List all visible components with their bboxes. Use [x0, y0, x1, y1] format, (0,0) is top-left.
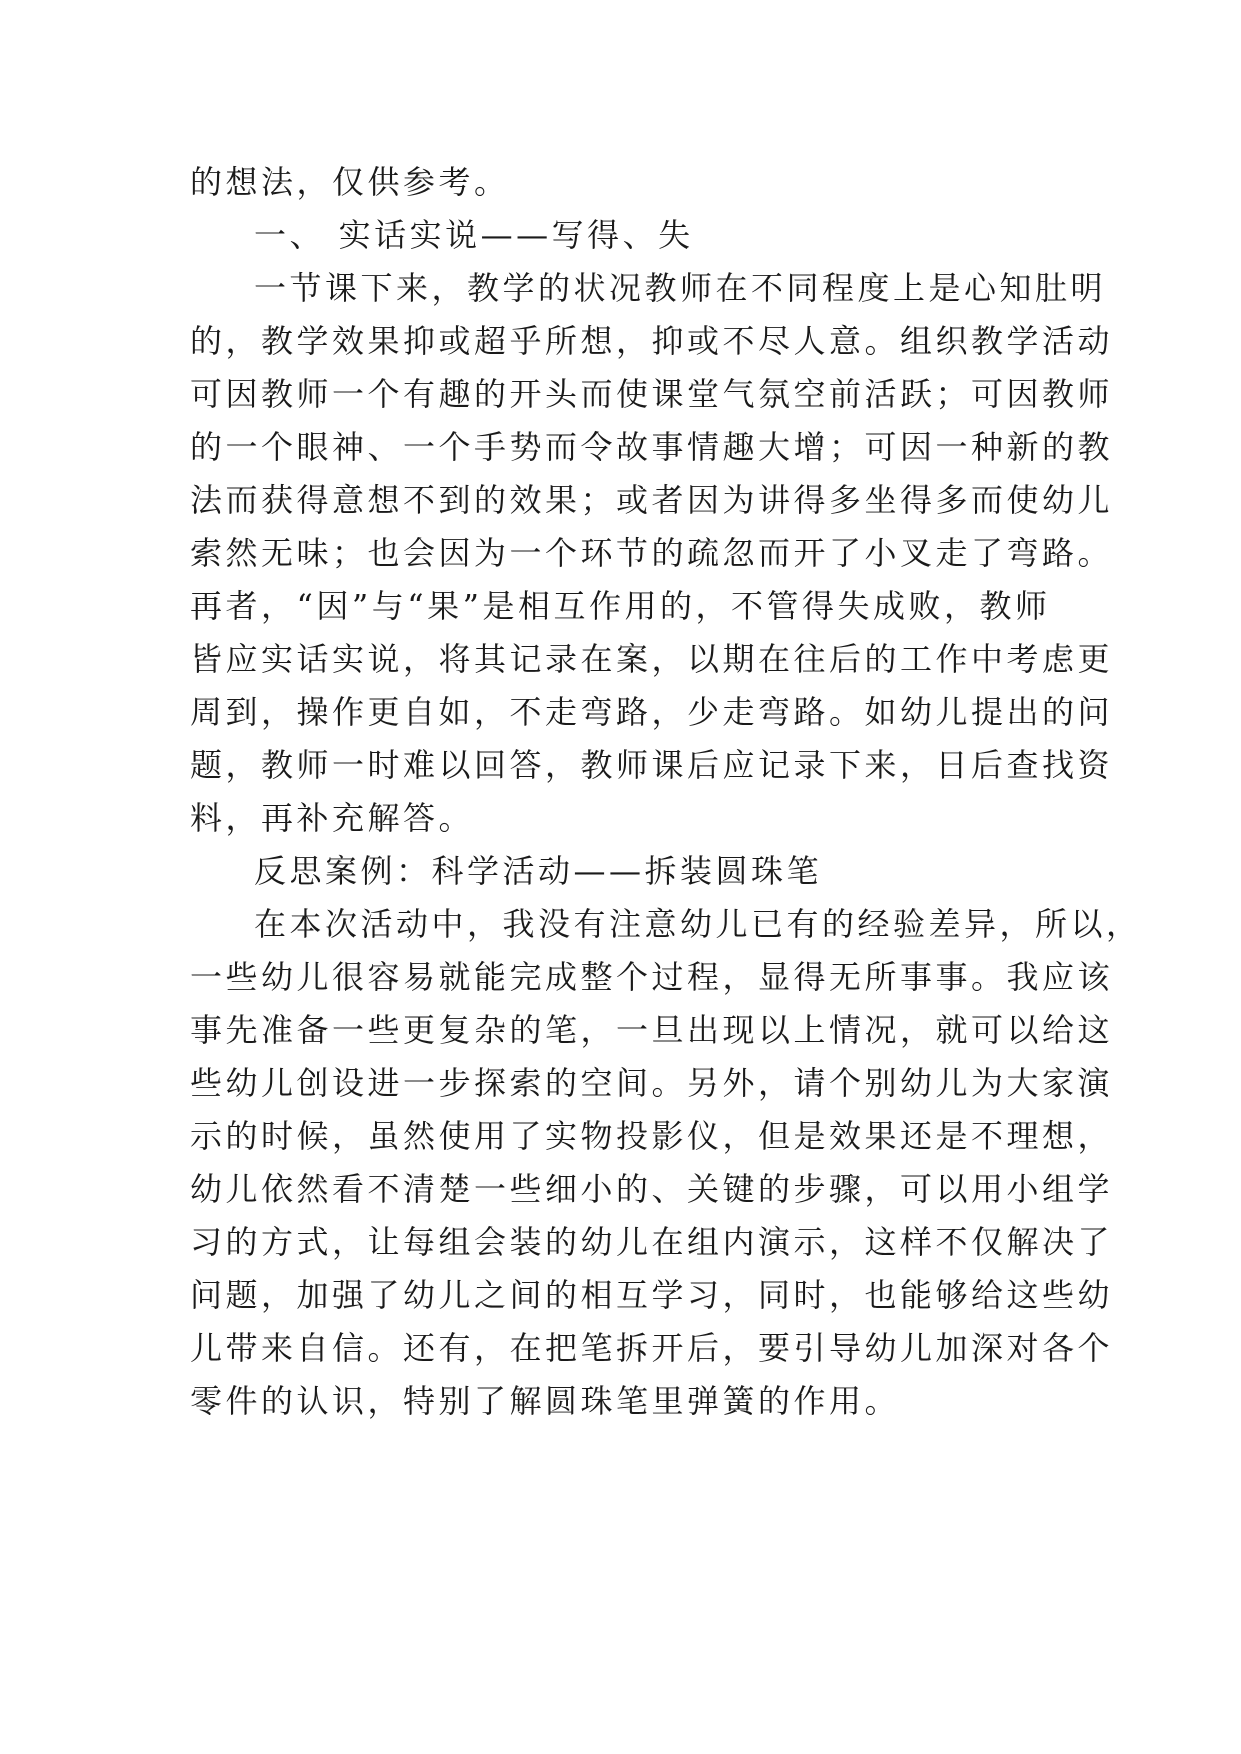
body-text-line: 幼儿依然看不清楚一些细小的、关键的步骤，可以用小组学: [190, 1170, 1114, 1208]
body-text-line: 的，教学效果抑或超乎所想，抑或不尽人意。组织教学活动: [190, 322, 1114, 360]
body-text-line: 问题，加强了幼儿之间的相互学习，同时，也能够给这些幼: [190, 1276, 1114, 1314]
body-text-line: 示的时候，虽然使用了实物投影仪，但是效果还是不理想，: [190, 1117, 1114, 1155]
body-text-line: 周到，操作更自如，不走弯路，少走弯路。如幼儿提出的问: [190, 693, 1114, 731]
body-text-line: 儿带来自信。还有，在把笔拆开后，要引导幼儿加深对各个: [190, 1329, 1114, 1367]
body-text-line: 的一个眼神、一个手势而令故事情趣大增；可因一种新的教: [190, 428, 1114, 466]
body-text-line: 皆应实话实说，将其记录在案，以期在往后的工作中考虑更: [190, 640, 1114, 678]
body-text-line: 零件的认识，特别了解圆珠笔里弹簧的作用。: [190, 1382, 901, 1420]
case-heading: 反思案例：科学活动——拆装圆珠笔: [254, 852, 823, 890]
paragraph-first-line: 在本次活动中，我没有注意幼儿已有的经验差异，所以，: [254, 905, 1142, 943]
body-text-line: 的想法，仅供参考。: [190, 163, 510, 201]
paragraph-first-line: 一节课下来，教学的状况教师在不同程度上是心知肚明: [254, 269, 1107, 307]
body-text-line: 一些幼儿很容易就能完成整个过程，显得无所事事。我应该: [190, 958, 1114, 996]
body-text-line: 题，教师一时难以回答，教师课后应记录下来，日后查找资: [190, 746, 1114, 784]
body-text-line: 再者，“因”与“果”是相互作用的，不管得失成败，教师: [190, 587, 1051, 625]
section-heading: 一、 实话实说——写得、失: [254, 216, 694, 254]
body-text-line: 事先准备一些更复杂的笔，一旦出现以上情况，就可以给这: [190, 1011, 1114, 1049]
body-text-line: 索然无味；也会因为一个环节的疏忽而开了小叉走了弯路。: [190, 534, 1114, 572]
body-text-line: 可因教师一个有趣的开头而使课堂气氛空前活跃；可因教师: [190, 375, 1114, 413]
body-text-line: 料，再补充解答。: [190, 799, 475, 837]
body-text-line: 法而获得意想不到的效果；或者因为讲得多坐得多而使幼儿: [190, 481, 1114, 519]
body-text-line: 习的方式，让每组会装的幼儿在组内演示，这样不仅解决了: [190, 1223, 1114, 1261]
body-text-line: 些幼儿创设进一步探索的空间。另外，请个别幼儿为大家演: [190, 1064, 1114, 1102]
